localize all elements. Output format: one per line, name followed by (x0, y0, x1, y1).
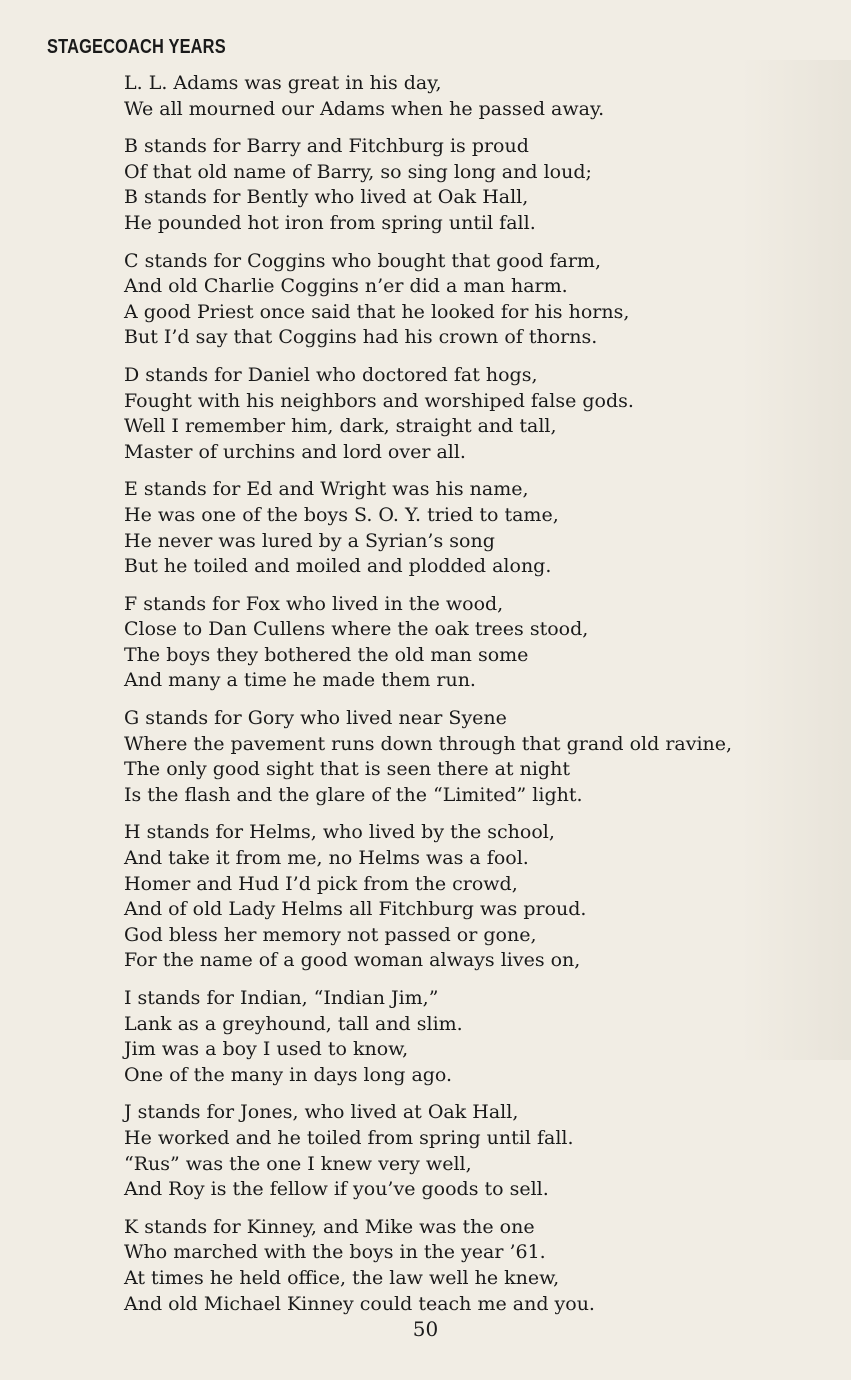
stanza (124, 71, 839, 122)
stanza (124, 1215, 839, 1317)
poem-line: And of old Lady Helms all Fitchburg was proud. (124, 898, 587, 921)
poem-line: Homer and Hud I’d pick from the crowd, (124, 872, 518, 895)
stanza (124, 706, 839, 808)
stanza (124, 986, 839, 1088)
poem-line: Master of urchins and lord over all. (124, 440, 466, 463)
poem-line: Close to Dan Cullens where the oak trees stood, (124, 618, 589, 641)
running-head: STAGECOACH YEARS (47, 36, 226, 58)
poem-line: He pounded hot iron from spring until fall. (124, 211, 536, 234)
poem-line: Where the pavement runs down through that grand old ravine, (124, 732, 733, 755)
stanza (124, 363, 839, 465)
poem-line: And old Michael Kinney could teach me and you. (124, 1292, 595, 1315)
poem-line: A good Priest once said that he looked for his horns, (124, 300, 630, 323)
poem-line: Well I remember him, dark, straight and tall, (124, 415, 557, 438)
stanza (124, 134, 839, 236)
poem-line: One of the many in days long ago. (124, 1063, 453, 1086)
poem-line: The only good sight that is seen there at night (124, 758, 570, 781)
poem-line: God bless her memory not passed or gone, (124, 923, 537, 946)
poem-line: He never was lured by a Syrian’s song (124, 529, 495, 552)
poem-line: At times he held office, the law well he knew, (124, 1266, 560, 1289)
page-number: 50 (412, 1317, 439, 1341)
stanza (124, 820, 839, 974)
poem-line: Jim was a boy I used to know, (124, 1038, 409, 1061)
stanza (124, 249, 839, 351)
poem-line: H stands for Helms, who lived by the school, (124, 821, 555, 844)
poem-line: L. L. Adams was great in his day, (124, 72, 442, 94)
poem-line: Who marched with the boys in the year ’61. (124, 1241, 546, 1264)
poem-line: But he toiled and moiled and plodded along. (124, 555, 552, 578)
poem-line: Is the flash and the glare of the “Limited” light. (124, 783, 583, 806)
stanza (124, 592, 839, 694)
poem-line: But I’d say that Coggins had his crown of thorns. (124, 326, 598, 349)
poem-line: F stands for Fox who lived in the wood, (124, 592, 504, 615)
poem-line: B stands for Bently who lived at Oak Hall, (124, 186, 529, 209)
stanza (124, 477, 839, 579)
poem-line: C stands for Coggins who bought that good farm, (124, 249, 601, 272)
poem-line: J stands for Jones, who lived at Oak Hall, (124, 1101, 519, 1124)
poem-line: “Rus” was the one I knew very well, (124, 1152, 472, 1175)
poem-line: And many a time he made them run. (124, 669, 476, 692)
poem-line: And Roy is the fellow if you’ve goods to sell. (124, 1178, 549, 1201)
poem-line: And old Charlie Coggins n’er did a man harm. (124, 275, 568, 298)
poem-line: Lank as a greyhound, tall and slim. (124, 1012, 463, 1035)
poem-line: Fought with his neighbors and worshiped false gods. (124, 389, 634, 412)
poem-line: He worked and he toiled from spring until fall. (124, 1126, 574, 1149)
poem-line: The boys they bothered the old man some (124, 643, 529, 666)
poem-line: I stands for Indian, “Indian Jim,” (124, 987, 439, 1009)
poem-line: He was one of the boys S. O. Y. tried to tame, (124, 503, 559, 526)
poem-line: E stands for Ed and Wright was his name, (124, 478, 529, 501)
poem-line: B stands for Barry and Fitchburg is proud (124, 135, 529, 158)
poem-line: D stands for Daniel who doctored fat hogs, (124, 363, 538, 386)
poem-line: G stands for Gory who lived near Syene (124, 707, 507, 730)
poem-line: Of that old name of Barry, so sing long and loud; (124, 160, 592, 183)
poem-line: K stands for Kinney, and Mike was the one (124, 1215, 535, 1238)
poem-line: For the name of a good woman always lives on, (124, 949, 581, 972)
poem (124, 71, 839, 1329)
poem-line: We all mourned our Adams when he passed away. (124, 97, 605, 120)
poem-line: And take it from me, no Helms was a fool. (124, 847, 529, 870)
stanza (124, 1100, 839, 1202)
